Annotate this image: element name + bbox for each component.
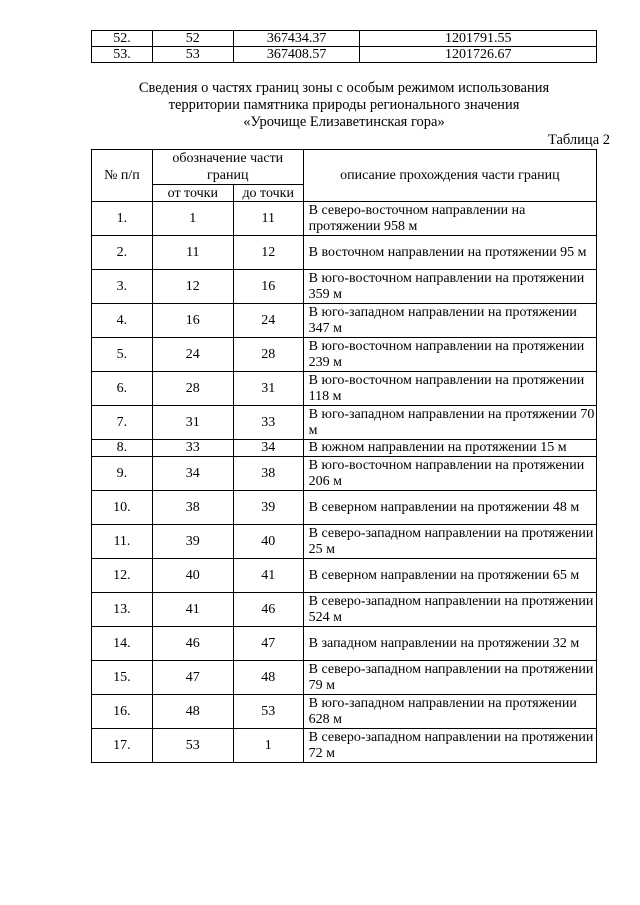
from-point: 39 — [152, 525, 233, 559]
to-point: 53 — [233, 695, 303, 729]
point-number: 52. — [92, 31, 153, 47]
to-point: 41 — [233, 559, 303, 593]
header-from-point: от точки — [152, 185, 233, 202]
from-point: 47 — [152, 661, 233, 695]
description: В юго-восточном направлении на протяжении 239 м — [303, 338, 596, 372]
row-number: 6. — [92, 372, 153, 406]
table-label: Таблица 2 — [547, 132, 610, 148]
description: В юго-восточном направлении на протяжении 118 м — [303, 372, 596, 406]
coordinates-table-continuation — [91, 30, 597, 63]
row-number: 3. — [92, 270, 153, 304]
point-label: 53 — [152, 47, 233, 63]
from-point: 53 — [152, 729, 233, 763]
to-point: 24 — [233, 304, 303, 338]
description: В северо-западном направлении на протяжении 524 м — [303, 593, 596, 627]
coordinate-x: 367434.37 — [233, 31, 360, 47]
row-number: 5. — [92, 338, 153, 372]
from-point: 40 — [152, 559, 233, 593]
boundary-parts-table — [91, 149, 597, 763]
table-row — [92, 270, 597, 304]
description: В юго-восточном направлении на протяжении 206 м — [303, 457, 596, 491]
table-row — [92, 627, 597, 661]
point-number: 53. — [92, 47, 153, 63]
table-row — [92, 304, 597, 338]
row-number: 1. — [92, 202, 153, 236]
table-row — [92, 695, 597, 729]
to-point: 40 — [233, 525, 303, 559]
description: В юго-западном направлении на протяжении 70 м — [303, 406, 596, 440]
description: В северо-западном направлении на протяжении 25 м — [303, 525, 596, 559]
from-point: 16 — [152, 304, 233, 338]
to-point: 34 — [233, 440, 303, 457]
from-point: 38 — [152, 491, 233, 525]
to-point: 38 — [233, 457, 303, 491]
coordinate-y: 1201791.55 — [360, 31, 597, 47]
row-number: 16. — [92, 695, 153, 729]
description: В юго-восточном направлении на протяжении 359 м — [303, 270, 596, 304]
table-row — [92, 202, 597, 236]
point-label: 52 — [152, 31, 233, 47]
table-row — [92, 491, 597, 525]
description: В юго-западном направлении на протяжении 347 м — [303, 304, 596, 338]
from-point: 48 — [152, 695, 233, 729]
to-point: 28 — [233, 338, 303, 372]
heading-line: Сведения о частях границ зоны с особым режимом использования — [138, 80, 550, 96]
from-point: 12 — [152, 270, 233, 304]
row-number: 12. — [92, 559, 153, 593]
description: В южном направлении на протяжении 15 м — [303, 440, 596, 457]
table-row — [92, 372, 597, 406]
from-point: 34 — [152, 457, 233, 491]
row-number: 13. — [92, 593, 153, 627]
table-row — [92, 525, 597, 559]
from-point: 11 — [152, 236, 233, 270]
row-number: 4. — [92, 304, 153, 338]
table-row — [92, 559, 597, 593]
description: В северо-западном направлении на протяжении 79 м — [303, 661, 596, 695]
description: В северном направлении на протяжении 48 м — [303, 491, 596, 525]
table-row — [92, 440, 597, 457]
table-row — [92, 406, 597, 440]
coordinate-x: 367408.57 — [233, 47, 360, 63]
section-heading — [91, 80, 597, 131]
table-row — [92, 593, 597, 627]
description: В восточном направлении на протяжении 95 м — [303, 236, 596, 270]
table-header-row — [92, 150, 597, 185]
to-point: 33 — [233, 406, 303, 440]
to-point: 39 — [233, 491, 303, 525]
from-point: 24 — [152, 338, 233, 372]
table-row — [92, 338, 597, 372]
description: В северо-западном направлении на протяжении 72 м — [303, 729, 596, 763]
description: В юго-западном направлении на протяжении 628 м — [303, 695, 596, 729]
row-number: 15. — [92, 661, 153, 695]
to-point: 47 — [233, 627, 303, 661]
table-row — [92, 729, 597, 763]
row-number: 8. — [92, 440, 153, 457]
heading-line: территории памятника природы регионального значения — [168, 97, 520, 113]
description: В западном направлении на протяжении 32 м — [303, 627, 596, 661]
row-number: 2. — [92, 236, 153, 270]
from-point: 33 — [152, 440, 233, 457]
row-number: 11. — [92, 525, 153, 559]
to-point: 48 — [233, 661, 303, 695]
table-row — [92, 31, 597, 47]
row-number: 14. — [92, 627, 153, 661]
coordinate-y: 1201726.67 — [360, 47, 597, 63]
from-point: 31 — [152, 406, 233, 440]
row-number: 10. — [92, 491, 153, 525]
to-point: 46 — [233, 593, 303, 627]
from-point: 28 — [152, 372, 233, 406]
row-number: 17. — [92, 729, 153, 763]
from-point: 1 — [152, 202, 233, 236]
header-designation: обозначение части границ — [152, 150, 303, 185]
row-number: 7. — [92, 406, 153, 440]
row-number: 9. — [92, 457, 153, 491]
from-point: 41 — [152, 593, 233, 627]
heading-line: «Урочище Елизаветинская гора» — [243, 114, 445, 130]
table-row — [92, 457, 597, 491]
to-point: 1 — [233, 729, 303, 763]
description: В северо-восточном направлении на протяжении 958 м — [303, 202, 596, 236]
table-row — [92, 47, 597, 63]
to-point: 12 — [233, 236, 303, 270]
to-point: 16 — [233, 270, 303, 304]
description: В северном направлении на протяжении 65 м — [303, 559, 596, 593]
header-description: описание прохождения части границ — [303, 150, 596, 202]
to-point: 11 — [233, 202, 303, 236]
table-row — [92, 236, 597, 270]
header-number: № п/п — [92, 150, 153, 202]
from-point: 46 — [152, 627, 233, 661]
to-point: 31 — [233, 372, 303, 406]
table-row — [92, 661, 597, 695]
header-to-point: до точки — [233, 185, 303, 202]
